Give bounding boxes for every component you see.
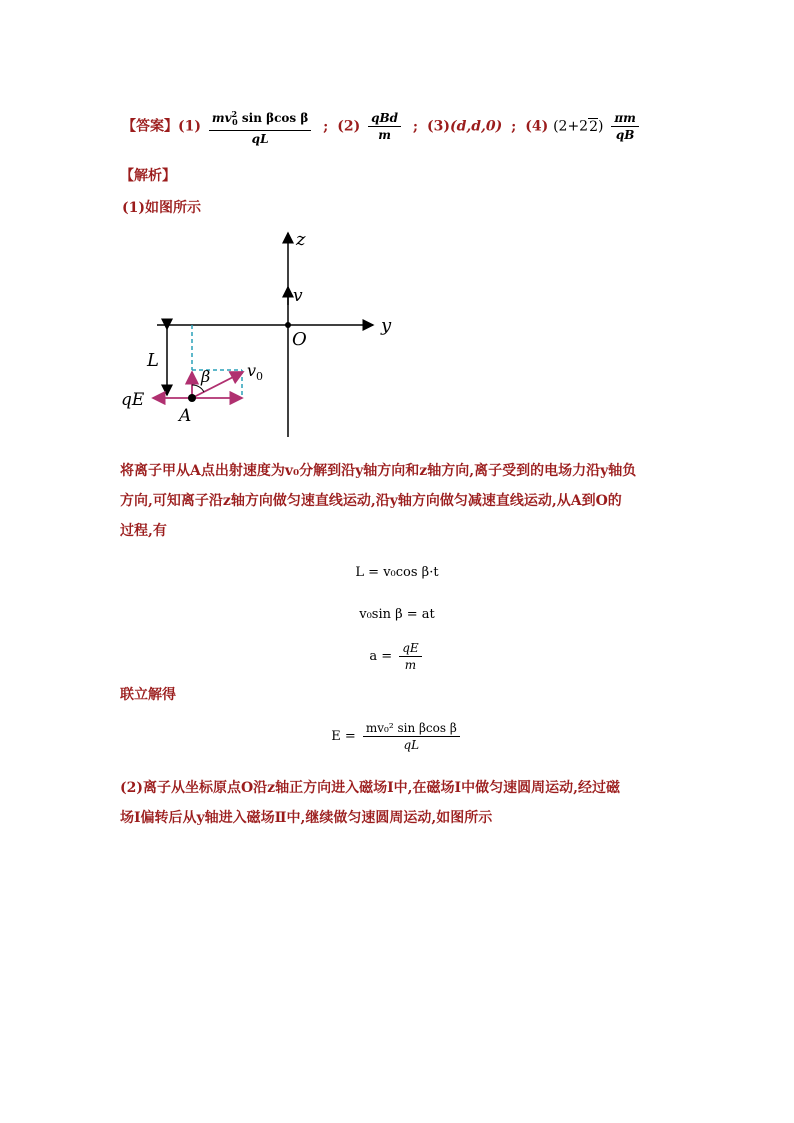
equation-3: a = $\frac{qE}{m}$ [300,640,494,673]
origin-point [285,322,291,328]
paragraph-1: 将离子甲从A点出射速度为v₀分解到沿y轴方向和z轴方向,离子受到的电场力沿y轴负 方向,可知离子沿z轴方向做匀速直线运动,沿y轴方向做匀减速直线运动,从A到O的 过程,有 [120,463,637,539]
coordinate-figure [115,225,405,445]
paragraph-2: (2)离子从坐标原点O沿z轴正方向进入磁场Ⅰ中,在磁场Ⅰ中做匀速圆周运动,经过磁 场Ⅰ偏转后从y轴进入磁场Ⅱ中,继续做匀速圆周运动,如图所示 [120,780,620,826]
qE-label: qE [121,390,145,410]
v0-label: $v_0$ [247,361,264,383]
z-axis-label: z [296,229,306,250]
y-axis-label: y [381,315,392,336]
part1-label: (1)如图所示 [122,200,201,216]
equation-4: E = $\frac{\text{mv₀² sin βcos β}}{qL}$ [300,720,494,753]
v0-arrow [192,372,243,398]
answer-fraction-1: $\frac{mv^2_0 \sin \beta\cos \beta}{qL}$ [209,106,311,147]
answer-label: 【答案】 [122,118,178,135]
equation-1: L = v₀cos β·t [355,565,439,580]
answer-part4-label: (4) [525,118,549,135]
answer-part2-label: (2) [337,118,361,135]
answer-coefficient: (2+22) [553,118,604,135]
answer-fraction-2: $\frac{\text{qBd}}{m}$ [368,110,401,143]
answer-line: 【答案】(1) $\frac{mv^2_0 \sin \beta\cos \beta}{qL}$ ; (2) $\frac{\text{qBd}}{m}$ ; (3)(d,d,0) ; (4) (2+22) $\frac{\pi m}{qB}$ [122,106,642,147]
answer-part3-label: (3) [426,118,450,135]
analysis-label: 【解析】 [120,168,176,184]
point-A [188,394,196,402]
answer-part1-label: (1) [178,118,201,135]
equation-2: v₀sin β = at [359,607,435,622]
answer-coord: (d,d,0) [449,118,503,135]
origin-label: O [292,329,307,350]
v-label: v [293,286,303,306]
solve-label: 联立解得 [120,687,176,703]
L-label: L [147,350,159,371]
beta-arc [192,385,204,392]
beta-label: β [201,367,211,386]
A-label: A [179,406,192,426]
answer-fraction-4: $\frac{\pi m}{qB}$ [611,110,638,143]
